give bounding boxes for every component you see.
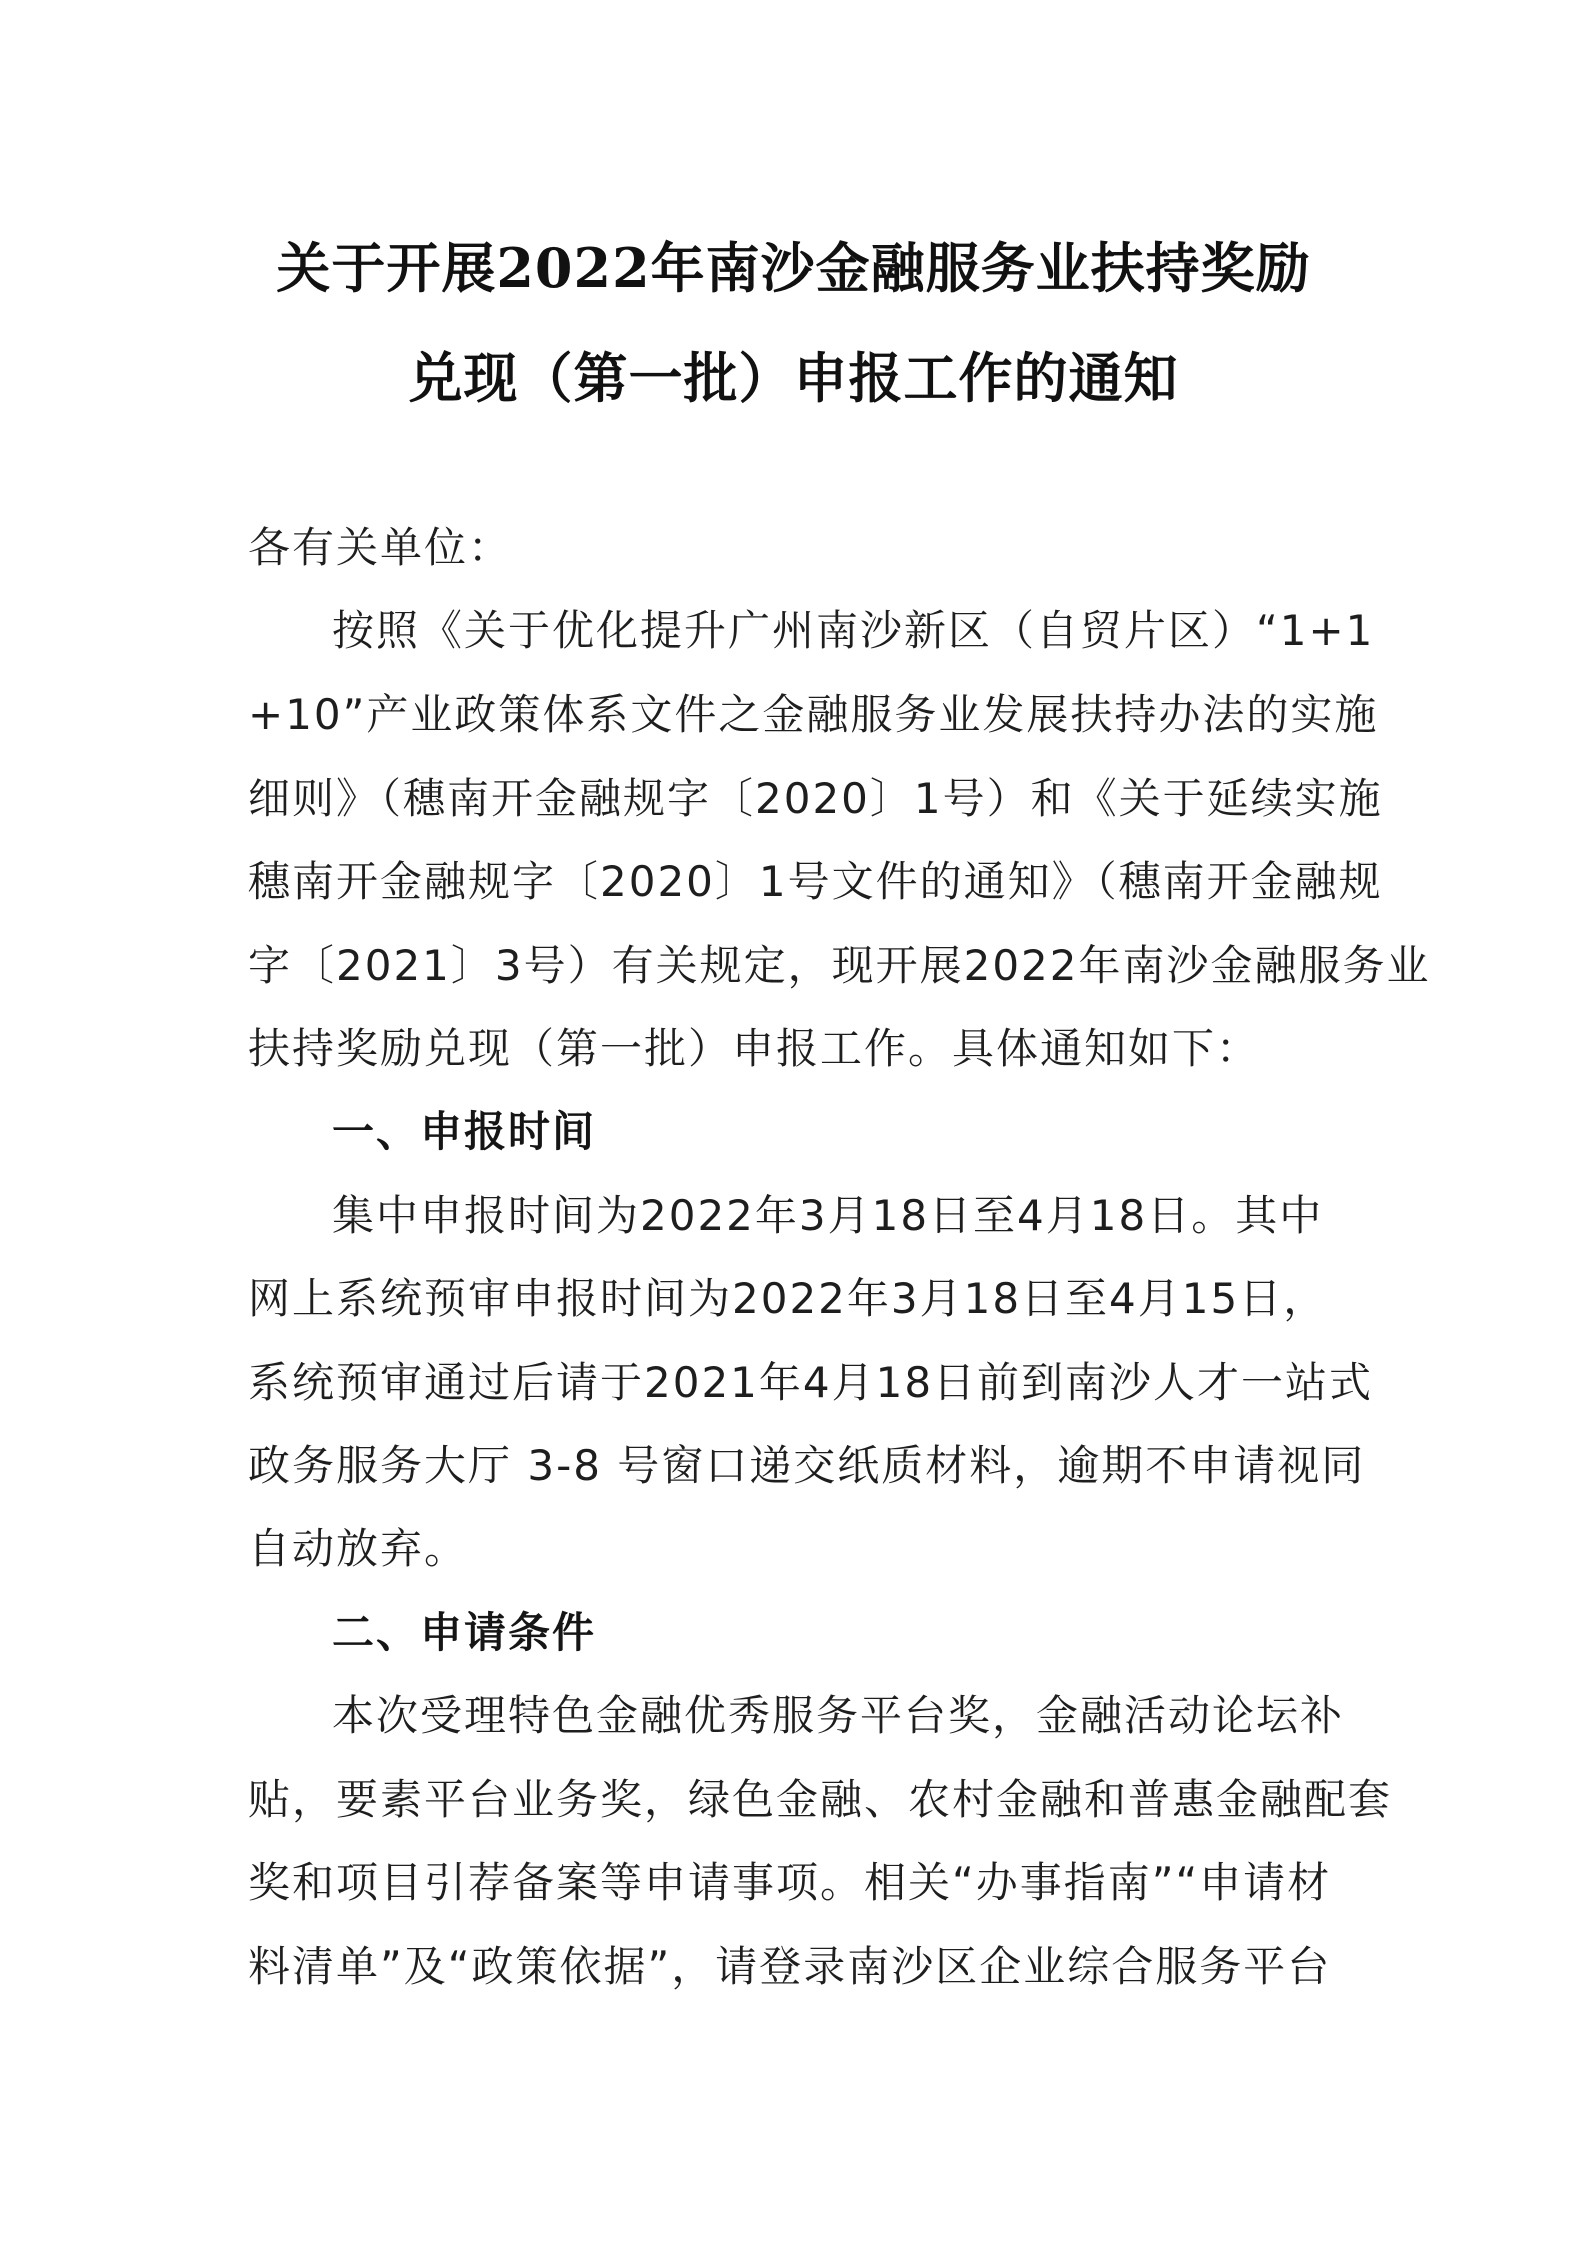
section-2-line: 奖和项目引荐备案等申请事项。相关“办事指南”“申请材	[248, 1858, 1332, 1907]
paragraph-1-line: +10”产业政策体系文件之金融服务业发展扶持办法的实施	[248, 690, 1379, 739]
section-2-line: 本次受理特色金融优秀服务平台奖，金融活动论坛补	[332, 1691, 1345, 1740]
section-1-line: 自动放弃。	[248, 1524, 469, 1573]
paragraph-1-line: 扶持奖励兑现（第一批）申报工作。具体通知如下：	[248, 1024, 1261, 1073]
paragraph-1-line: 细则》（穗南开金融规字〔2020〕1号）和《关于延续实施	[248, 774, 1383, 823]
section-1-line: 集中申报时间为2022年3月18日至4月18日。其中	[332, 1191, 1324, 1240]
salutation: 各有关单位：	[248, 523, 513, 572]
paragraph-1-line: 穗南开金融规字〔2020〕1号文件的通知》（穗南开金融规	[248, 857, 1383, 906]
document-title-line-2: 兑现（第一批）申报工作的通知	[408, 346, 1179, 410]
section-1-heading: 一、申报时间	[332, 1107, 597, 1156]
section-1-line: 系统预审通过后请于2021年4月18日前到南沙人才一站式	[248, 1358, 1374, 1407]
section-1-line: 政务服务大厅 3-8 号窗口递交纸质材料，逾期不申请视同	[248, 1441, 1366, 1490]
section-2-heading: 二、申请条件	[332, 1608, 597, 1657]
section-2-line: 料清单”及“政策依据”，请登录南沙区企业综合服务平台	[248, 1942, 1332, 1991]
document-title-line-1: 关于开展2022年南沙金融服务业扶持奖励	[276, 236, 1311, 300]
section-1-line: 网上系统预审申报时间为2022年3月18日至4月15日，	[248, 1274, 1328, 1323]
paragraph-1-line: 按照《关于优化提升广州南沙新区（自贸片区）“1+1	[332, 606, 1375, 655]
paragraph-1-line: 字〔2021〕3号）有关规定，现开展2022年南沙金融服务业	[248, 941, 1431, 990]
section-2-line: 贴，要素平台业务奖，绿色金融、农村金融和普惠金融配套	[248, 1775, 1393, 1824]
